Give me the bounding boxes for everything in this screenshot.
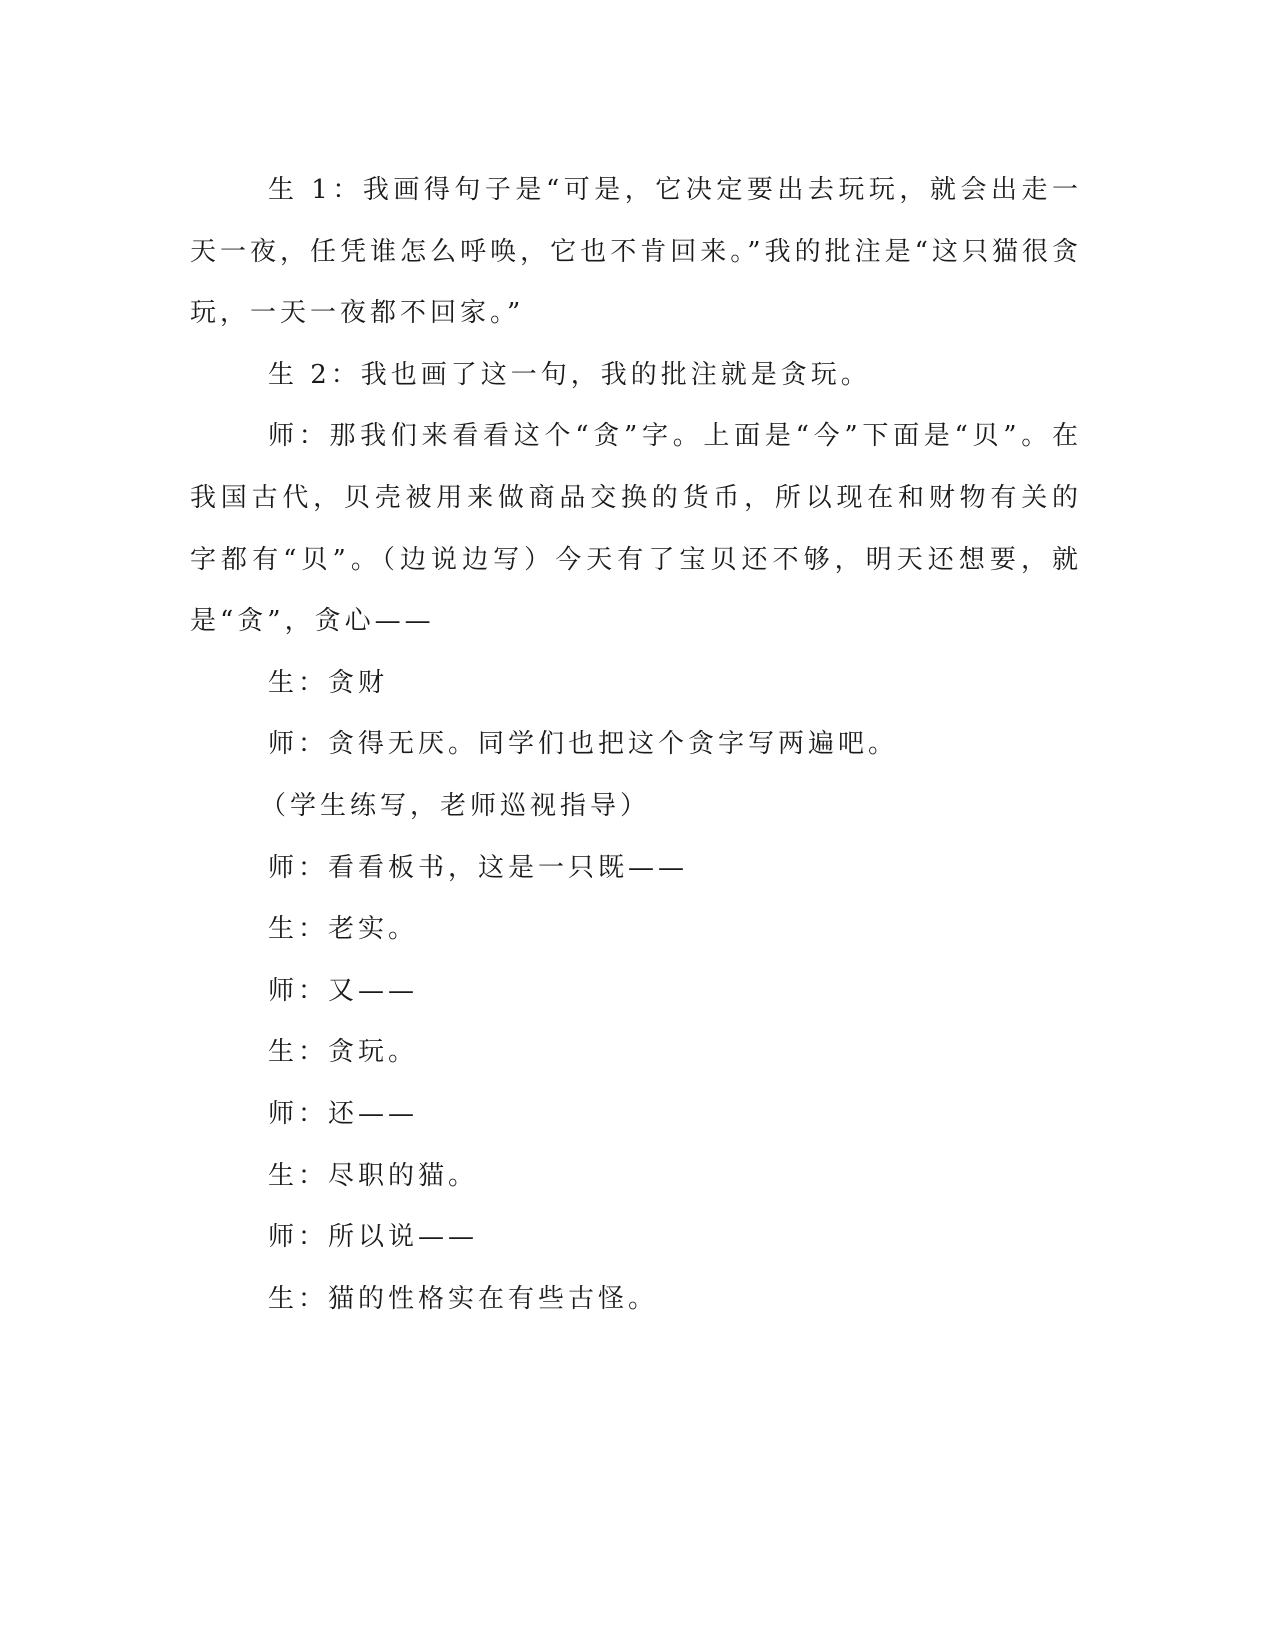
paragraph-teacher-write-twice: 师：贪得无厌。同学们也把这个贪字写两遍吧。 bbox=[268, 729, 899, 760]
paragraph-student-greedy-wealth: 生：贪财 bbox=[268, 667, 389, 698]
paragraph-student-dutiful: 生：尽职的猫。 bbox=[268, 1160, 479, 1191]
paragraph-teacher-board: 师：看看板书，这是一只既—— bbox=[268, 852, 689, 883]
paragraph-student-playful: 生：贪玩。 bbox=[268, 1037, 419, 1068]
document-body bbox=[190, 160, 1082, 1330]
paragraph-student2-annotation: 生 2：我也画了这一句，我的批注就是贪玩。 bbox=[268, 359, 871, 390]
paragraph-student-honest: 生：老实。 bbox=[268, 914, 419, 945]
paragraph-teacher-explains-tan: 师：那我们来看看这个“贪”字。上面是“今”下面是“贝”。在我国古代，贝壳被用来做商品交换的货币，所以现在和财物有关的字都有“贝”。（边说边写）今天有了宝贝还不够，明天还想要，就是“贪”，贪心—— bbox=[190, 421, 1082, 637]
paragraph-student-conclusion: 生：猫的性格实在有些古怪。 bbox=[268, 1283, 659, 1314]
paragraph-teacher-still: 师：还—— bbox=[268, 1098, 419, 1129]
paragraph-teacher-also: 师：又—— bbox=[268, 975, 419, 1006]
paragraph-student1-annotation: 生 1：我画得句子是“可是，它决定要出去玩玩，就会出走一天一夜，任凭谁怎么呼唤，它也不肯回来。”我的批注是“这只猫很贪玩，一天一夜都不回家。” bbox=[190, 175, 1082, 329]
paragraph-stage-direction: （学生练写，老师巡视指导） bbox=[260, 790, 651, 821]
paragraph-teacher-so: 师：所以说—— bbox=[268, 1222, 479, 1253]
